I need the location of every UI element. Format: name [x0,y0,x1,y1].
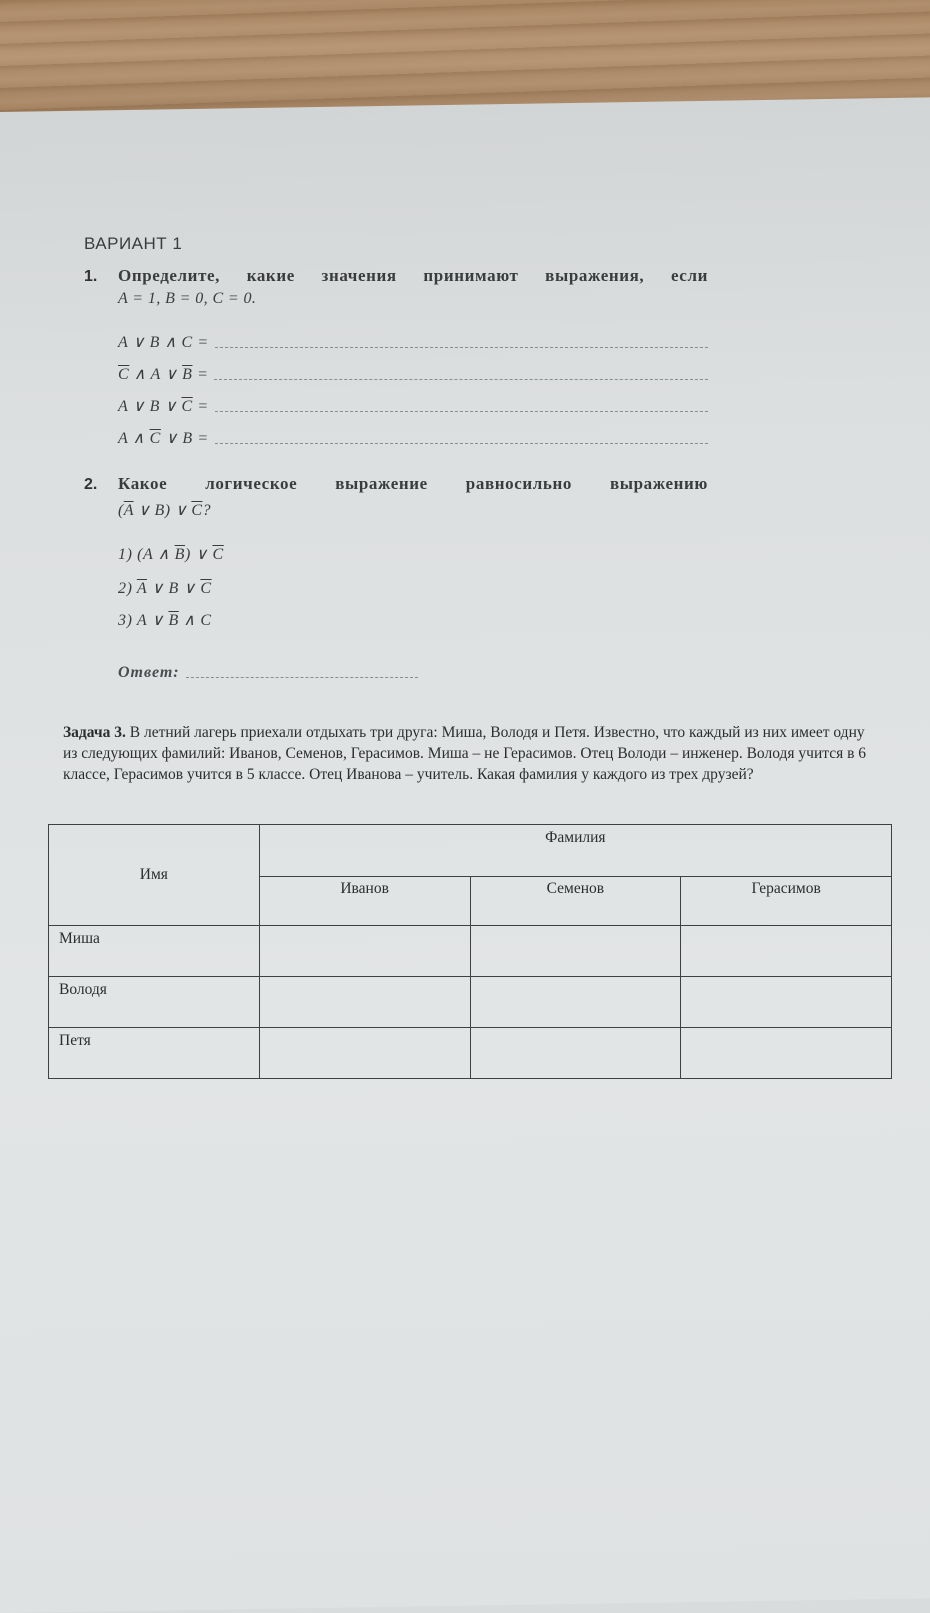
task3-label: Задача 3. [63,724,126,741]
surname-column-header: Иванов [259,877,470,926]
answer-cell[interactable] [259,1028,470,1079]
answer-blank[interactable] [214,379,708,380]
answer-table [48,824,892,1079]
row-name: Миша [49,926,260,977]
answer-label: Ответ: [118,664,180,681]
q1-text: Определите, какие значения принимают выражения, если [118,266,708,285]
row-name: Володя [49,977,260,1028]
q2-option: 2) $\overline{A}$ ∨ B ∨ $\overline{C}$ [118,580,212,597]
q1-expression: A ∧ $\overline{C}$ ∨ B = [118,430,209,447]
name-header: Имя [49,825,260,926]
q1-condition: A = 1, B = 0, C = 0. [118,290,257,307]
q2-number: 2. [84,476,98,493]
answer-cell[interactable] [470,926,681,977]
table-row [49,1028,892,1079]
answer-cell[interactable] [470,1028,681,1079]
answer-cell[interactable] [681,977,892,1028]
q2-option: 1) (A ∧ $\overline{B}$) ∨ $\overline{C}$ [118,546,224,563]
q1-expression: $\overline{C}$ ∧ A ∨ $\overline{B}$ = [118,366,209,383]
q1-expression: A ∨ B ∧ C = [118,334,209,351]
q1-number: 1. [84,268,98,285]
table-row [49,926,892,977]
answer-blank[interactable] [215,443,708,444]
q1-expression-row [118,426,708,448]
answer-cell[interactable] [470,977,681,1028]
answer-blank[interactable] [215,411,708,412]
answer-cell[interactable] [259,926,470,977]
answer-blank[interactable] [186,677,418,678]
surname-column-header: Герасимов [681,877,892,926]
answer-blank[interactable] [215,347,708,348]
surname-column-header: Семенов [470,877,681,926]
answer-cell[interactable] [259,977,470,1028]
table-row [49,977,892,1028]
answer-cell[interactable] [681,926,892,977]
q2-answer [118,664,418,682]
task3-text [63,722,871,785]
q2-text: Какое логическое выражение равносильно выражению [118,474,708,493]
answer-cell[interactable] [681,1028,892,1079]
surname-header: Фамилия [259,825,891,877]
row-name: Петя [49,1028,260,1079]
q1-expression-row [118,362,708,384]
q2-option: 3) A ∨ $\overline{B}$ ∧ C [118,612,212,629]
variant-heading: ВАРИАНТ 1 [84,234,183,253]
q2-expression: ($\overline{A}$ ∨ B) ∨ $\overline{C}$? [118,502,211,519]
q1-expression: A ∨ B ∨ $\overline{C}$ = [118,398,209,415]
q1-expression-row [118,394,708,416]
task3-body: В летний лагерь приехали отдыхать три друга: Миша, Володя и Петя. Известно, что каждый из них имеет одну из следующих фамилий: Иванов, Семенов, Герасимов. Миша – не Герасимов. Отец Володи – инженер. Володя учится в 6 классе, Герасимов учится в 5 классе. Отец Иванова – учитель. Какая фамилия у каждого из трех друзей? [63,724,867,783]
q1-expression-row [118,330,708,352]
